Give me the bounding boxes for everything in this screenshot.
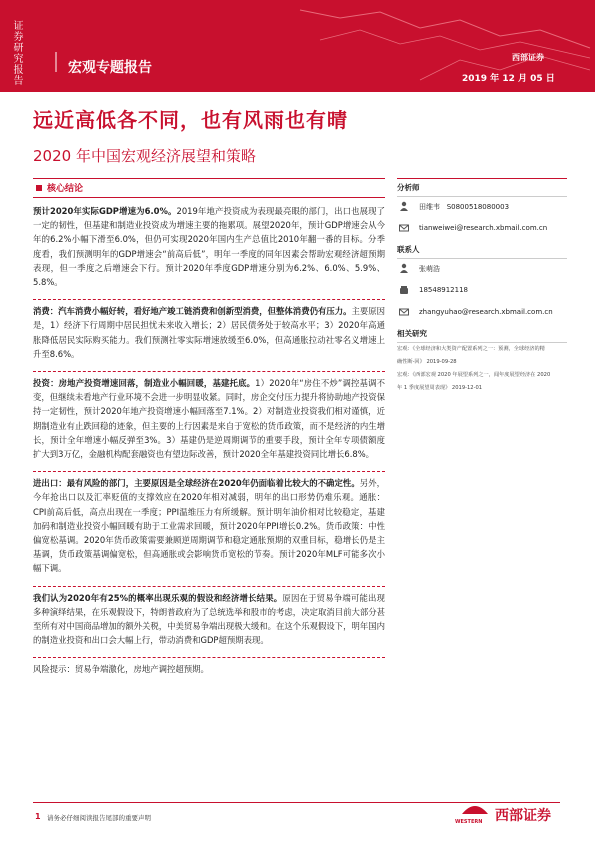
disclaimer-note: 请务必仔细阅读报告尾部的重要声明: [47, 814, 151, 822]
paragraph-trade: [33, 476, 385, 586]
mail-icon: [399, 223, 409, 233]
para-body: 另外，今年抢出口以及汇率贬值的支撑效应在2020年相对减弱，明年的出口形势仍难乐观。通胀：CPI前高后低，高点出现在一季度；PPI温维压力有所缓解。预计明年油价相对比较稳定，基建加码和制造业投资小幅回暖有助于工业需求回暖，预计2020年PPI增长0.2%。货币政策：中性偏宽松基调。2020年货币政策需要兼顾逆周期调节和稳定通胀预期的双重目标，稳增长仍是主基调，货币政策基调偏宽松，但高通胀或会影响货币宽松的节奏。预计2020年MLF可能多次小幅下调。: [33, 478, 385, 574]
logo-english: WESTERN: [455, 819, 483, 825]
paragraph-consumption: [33, 304, 385, 372]
related-heading: 相关研究: [397, 325, 567, 343]
related-list: [397, 343, 567, 395]
logo-chinese: 西部证券: [495, 808, 551, 824]
phone-icon: [399, 285, 409, 295]
side-label: 证券研究报告: [11, 20, 22, 86]
header-banner: [0, 0, 595, 92]
page-number: 1: [35, 812, 41, 821]
contact-heading: 联系人: [397, 241, 567, 259]
report-date: 2019 年 12 月 05 日: [462, 74, 555, 84]
person-icon: [399, 263, 409, 273]
para-lead: 预计2020年实际GDP增速为6.0%。: [33, 206, 177, 216]
sub-title: 2020 年中国宏观经济展望和策略: [33, 147, 256, 165]
related-item[interactable]: 宏观：《西部宏观 2020 年展望系列之一，闻年度展望经济在 2020: [397, 372, 551, 378]
brand-name: 西部证券: [512, 53, 544, 62]
analyst-row: [397, 197, 567, 219]
related-item: 确性断-回》 2019-09-28: [397, 359, 457, 365]
para-body: 原因在于贸易争端可能出现多种演绎结果，在乐观假设下，特朗普政府为了总统选举和股市的考虑，决定取消目前大部分甚至所有对中国商品增加的额外关税，中美贸易争端出现极大缓和。在这个乐观假设下，明年国内的制造业投资和出口会大幅上行，带动消费和GDP超预期表现。: [33, 592, 385, 646]
para-body: 1）2020年“房住不炒”调控基调不变，但继续未看地产行业环境不会进一步明显收紧。同时，房企交付压力提升将协助地产投资保持一定韧性，预计2020年地产投资增速小幅回落至7.1%。2）对制造业投资我们相对谨慎，近期制造业有止跌回稳的迹象，但主要的上行因素是来自于宽松的货币政策，而不是经济的内生增长，预计全年增速小幅反弹至3%。3）基建仍是逆周期调节的重要手段，预计全年专项债额度扩大到3万亿，金融机构配套融资也有望边际改善，预计2020全年基建投资同比增长6.8%。: [33, 378, 385, 460]
contact-phone: 18548912118: [419, 286, 468, 294]
contact-email-row: [397, 303, 567, 325]
para-lead: 进出口：最有风险的部门，主要原因是全球经济在2020年仍面临着比较大的不确定性。: [33, 478, 360, 489]
core-divider: [33, 197, 385, 198]
core-heading: [33, 181, 385, 197]
paragraph-gdp: [33, 204, 385, 300]
analyst-name: [419, 202, 509, 212]
para-lead: 我们认为2020年有25%的概率出现乐观的假设和经济增长结果。: [33, 592, 283, 603]
analyst-name-text: 田维韦: [419, 203, 440, 211]
bullet-square-icon: [36, 185, 42, 191]
western-logo-icon: [460, 798, 490, 818]
related-item[interactable]: 宏观：《全球经济和大类资产配置系列之一：预测，全球经济的精: [397, 346, 545, 352]
para-body: 2019年地产投资成为表现最亮眼的部门，出口也展现了一定的韧性，但基建和制造业投资成为增速主要的拖累项。展望2020年，预计GDP增速会从今年的6.2%小幅下滑至6.0%，但仍可实现2020年国内生产总值比2010年翻一番的目标。分季度看，我们预测明年的GDP增速会“前高后低”，明年一季度的同年因素会帮助宏观经济超预期表现，但一季度之后增速会下行。预计2020年季度GDP增速分别为6.2%、6.0%、5.9%、5.8%。: [33, 206, 385, 288]
analyst-email[interactable]: tianweiwei@research.xbmail.com.cn: [419, 224, 548, 232]
contact-phone-row: [397, 281, 567, 303]
paragraph-risk: [33, 662, 385, 680]
core-conclusions: [33, 178, 385, 685]
paragraph-investment: [33, 376, 385, 472]
report-type: 宏观专题报告: [68, 60, 152, 76]
core-heading-label: 核心结论: [47, 184, 84, 194]
contact-name: 张萌浩: [419, 265, 440, 273]
person-icon: [399, 201, 409, 211]
analyst-cert: S0800518080003: [446, 203, 510, 211]
contact-email[interactable]: zhangyuhao@research.xbmail.com.cn: [419, 308, 553, 316]
para-lead: 消费：汽车消费小幅好转，看好地产竣工链消费和创新型消费，但整体消费仍有压力。: [33, 306, 352, 317]
para-body: 主要原因是，1）经济下行周期中居民担忧未来收入增长；2）居民债务处于较高水平；3）2020年高通胀降低居民实际购买能力。我们预测社零实际增速放缓至6.0%，但高通胀拉动社零名义增速上升至8.6%。: [33, 306, 386, 359]
para-lead: 投资：房地产投资增速回落，制造业小幅回暖，基建托底。: [33, 378, 256, 389]
contact-row: [397, 259, 567, 281]
para-body: 风险提示：贸易争端激化，房地产调控超预期。: [33, 664, 209, 675]
analyst-heading: 分析师: [397, 179, 567, 197]
paragraph-scenario: [33, 591, 385, 659]
related-item: 年 1 季度展望周表现》 2019-12-01: [397, 385, 483, 391]
analyst-email-row: [397, 219, 567, 241]
sidebar: [397, 178, 567, 395]
main-title: 远近高低各不同，也有风雨也有晴: [33, 108, 348, 132]
mail-icon: [399, 307, 409, 317]
